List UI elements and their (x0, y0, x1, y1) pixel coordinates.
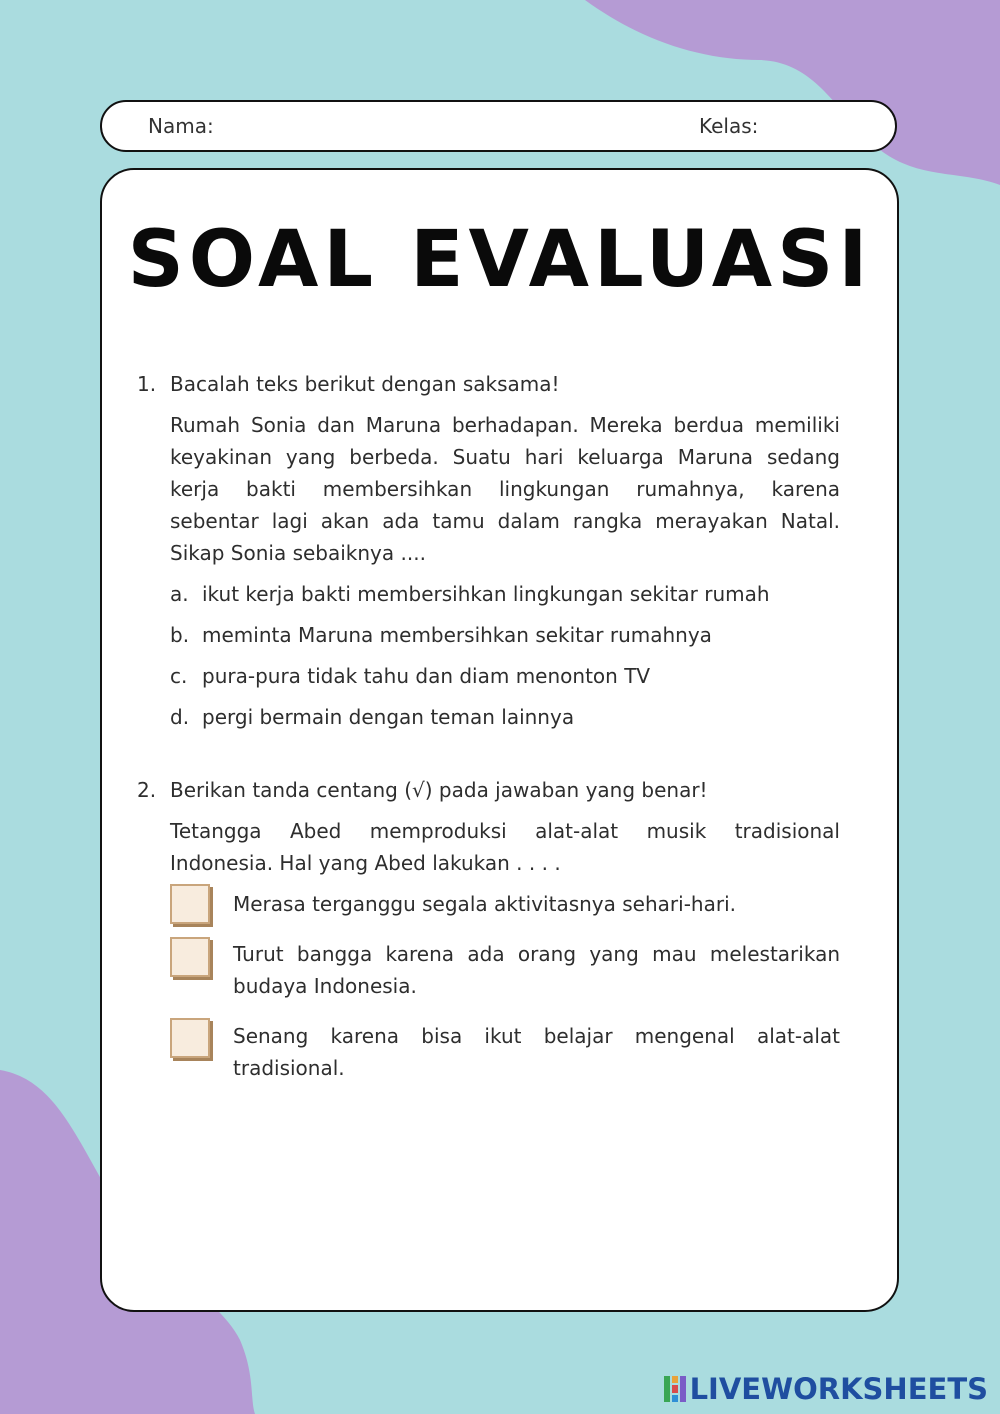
name-label: Nama: (148, 114, 214, 138)
option-text: pergi bermain dengan teman lainnya (202, 705, 575, 729)
option-d[interactable] (170, 702, 574, 732)
option-c[interactable] (170, 661, 650, 691)
logo-text: LIVEWORKSHEETS (689, 1372, 988, 1406)
question-instruction: Bacalah teks berikut dengan saksama! (170, 372, 560, 396)
option-a[interactable] (170, 579, 770, 609)
passage-line: Rumah Sonia dan Maruna berhadapan. Mereka berdua memiliki (170, 413, 840, 437)
checkbox-choice-2[interactable] (170, 937, 210, 977)
question-instruction: Berikan tanda centang (√) pada jawaban yang benar! (170, 778, 708, 802)
question-1-passage (170, 409, 840, 569)
option-text: pura-pura tidak tahu dan diam menonton TV (202, 664, 651, 688)
question-number: 1. (137, 372, 157, 396)
option-letter: d. (170, 705, 190, 729)
liveworksheets-icon (664, 1376, 686, 1402)
class-label: Kelas: (699, 114, 759, 138)
passage-line: kerja bakti membersihkan lingkungan rumahnya, karena (170, 477, 840, 501)
checkbox-choice-1[interactable] (170, 884, 210, 924)
page-title: SOAL EVALUASI (127, 215, 873, 305)
passage-line: keyakinan yang berbeda. Suatu hari keluarga Maruna sedang (170, 445, 840, 469)
option-text: ikut kerja bakti membersihkan lingkungan sekitar rumah (202, 582, 770, 606)
passage-line: Indonesia. Hal yang Abed lakukan . . . . (170, 851, 561, 875)
passage-line: Sikap Sonia sebaiknya .... (170, 541, 426, 565)
passage-line: Tetangga Abed memproduksi alat-alat musik tradisional (170, 819, 840, 843)
worksheet-card (100, 168, 899, 1312)
choice-line: budaya Indonesia. (233, 974, 417, 998)
question-number: 2. (137, 778, 157, 802)
choice-line: Senang karena bisa ikut belajar mengenal alat-alat (233, 1024, 840, 1048)
option-b[interactable] (170, 620, 712, 650)
option-letter: a. (170, 582, 189, 606)
option-letter: c. (170, 664, 188, 688)
choice-line: Merasa terganggu segala aktivitasnya sehari-hari. (233, 892, 736, 916)
choice-line: Turut bangga karena ada orang yang mau melestarikan (233, 942, 840, 966)
top-right-blob (585, 0, 1000, 185)
choice-2-text (233, 938, 840, 1002)
choice-line: tradisional. (233, 1056, 345, 1080)
passage-line: sebentar lagi akan ada tamu dalam rangka merayakan Natal. (170, 509, 840, 533)
option-text: meminta Maruna membersihkan sekitar rumahnya (202, 623, 712, 647)
question-2-passage (170, 815, 840, 879)
choice-1-text (233, 888, 840, 920)
choice-3-text (233, 1020, 840, 1084)
checkbox-choice-3[interactable] (170, 1018, 210, 1058)
option-letter: b. (170, 623, 190, 647)
liveworksheets-logo[interactable] (664, 1372, 988, 1406)
header-box (100, 100, 897, 152)
